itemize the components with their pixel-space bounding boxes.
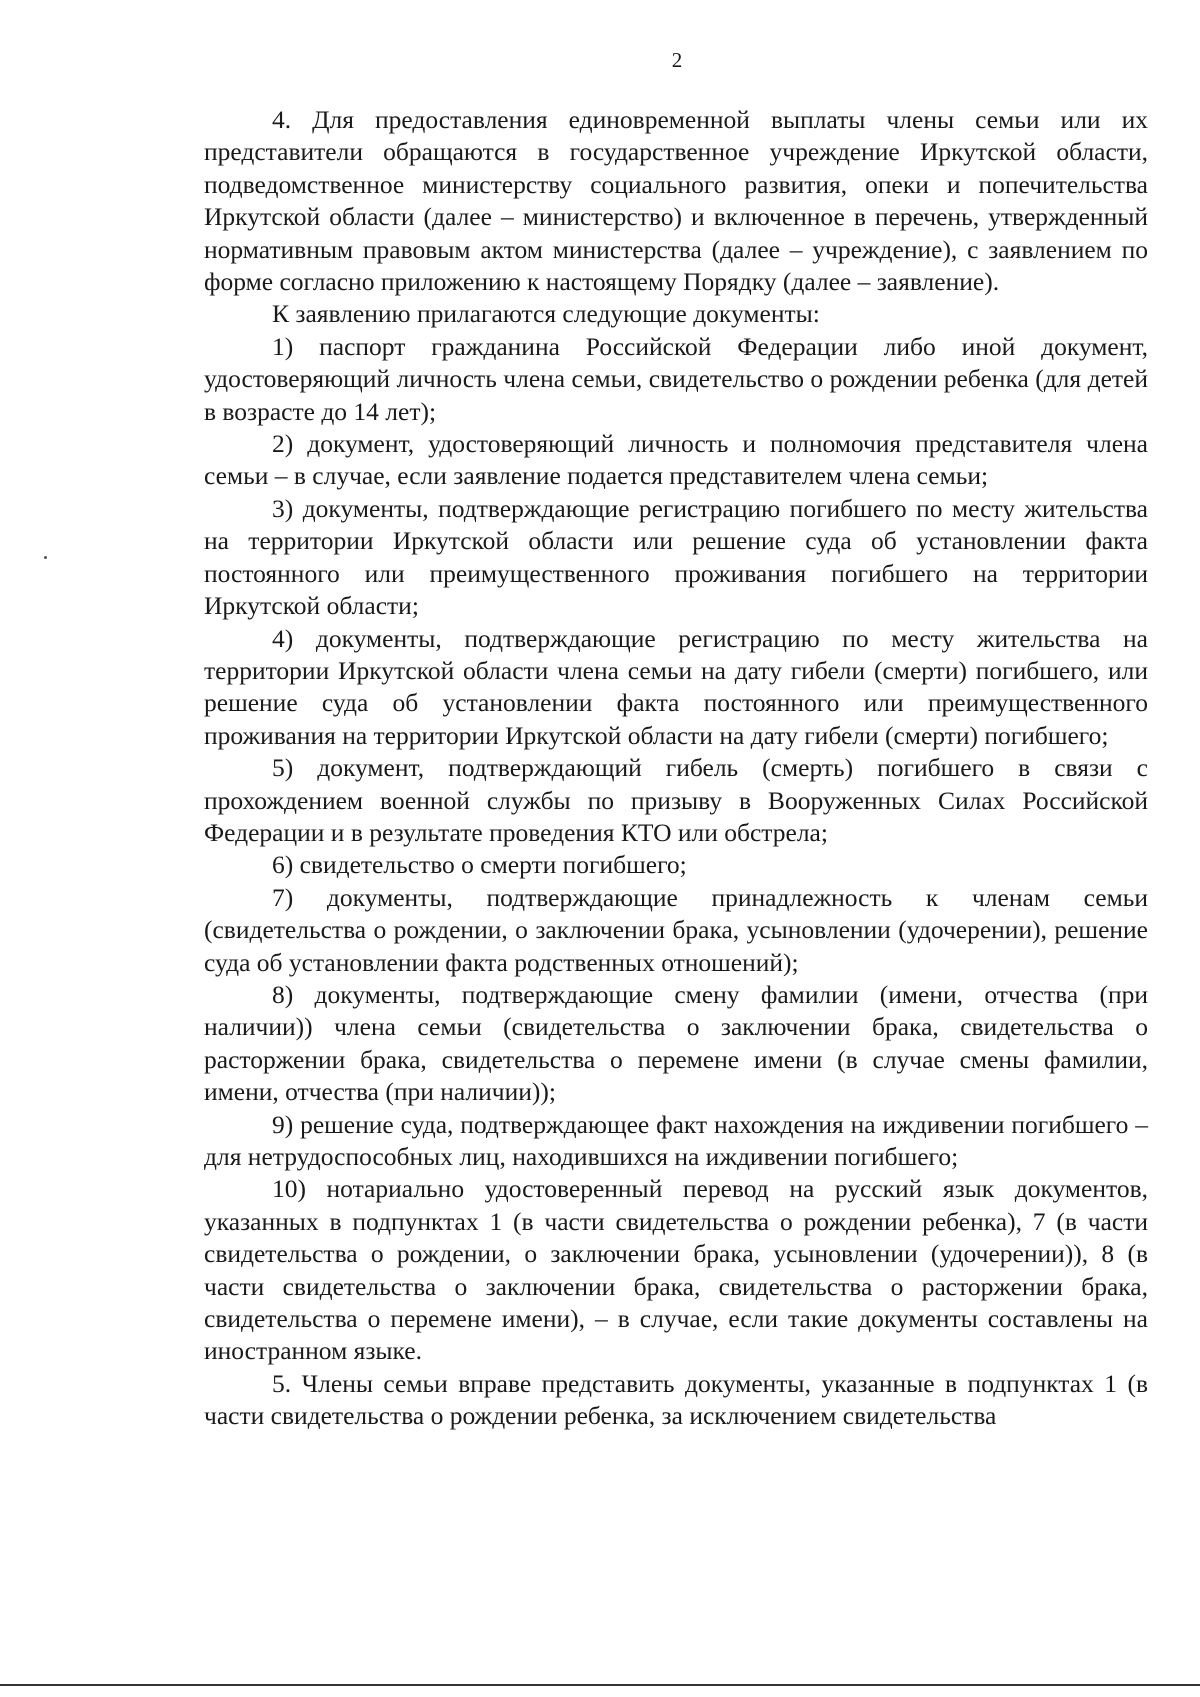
document-body (204, 104, 1148, 1433)
page-number: 2 (671, 48, 683, 72)
list-item-2: 2) документ, удостоверяющий личность и полномочия представителя члена семьи – в случае, если заявление подается представителем члена семьи; (204, 429, 1148, 491)
scan-speck (44, 556, 47, 559)
paragraph-attachments-intro: К заявлению прилагаются следующие документы: (272, 299, 820, 329)
scan-bottom-edge (0, 1684, 1200, 1686)
list-item-3: 3) документы, подтверждающие регистрацию погибшего по месту жительства на территории Иркутской области или решение суда об установлении факта постоянного или преимущественного проживания погибшего на территории Иркутской области; (204, 493, 1148, 621)
list-item-1: 1) паспорт гражданина Российской Федерации либо иной документ, удостоверяющий личность члена семьи, свидетельство о рождении ребенка (для детей в возрасте до 14 лет); (204, 331, 1148, 426)
list-item-6: 6) свидетельство о смерти погибшего; (272, 850, 687, 880)
paragraph-item-4: 4. Для предоставления единовременной выплаты члены семьи или их представители обращаются в государственное учреждение Иркутской области, подведомственное министерству социального развития, опеки и попечительства Иркутской области (далее – министерство) и включенное в перечень, утвержденный нормативным правовым актом министерства (далее – учреждение), с заявлением по форме согласно приложению к настоящему Порядку (далее – заявление). (204, 105, 1148, 297)
list-item-10: 10) нотариально удостоверенный перевод на русский язык документов, указанных в подпунктах 1 (в части свидетельства о рождении ребенка), 7 (в части свидетельства о рождении, о заключении брака, усыновлении (удочерении)), 8 (в части свидетельства о заключении брака, свидетельства о расторжении брака, свидетельства о перемене имени), – в случае, если такие документы составлены на иностранном языке. (204, 1174, 1148, 1366)
list-item-8: 8) документы, подтверждающие смену фамилии (имени, отчества (при наличии)) члена семьи (свидетельства о заключении брака, свидетельства о расторжении брака, свидетельства о перемене имени (в случае смены фамилии, имени, отчества (при наличии)); (204, 979, 1148, 1107)
list-item-9: 9) решение суда, подтверждающее факт нахождения на иждивении погибшего – для нетрудоспособных лиц, находившихся на иждивении погибшего; (204, 1109, 1148, 1171)
list-item-7: 7) документы, подтверждающие принадлежность к членам семьи (свидетельства о рождении, о заключении брака, усыновлении (удочерении), решение суда об установлении факта родственных отношений); (204, 882, 1148, 977)
list-item-4: 4) документы, подтверждающие регистрацию по месту жительства на территории Иркутской области члена семьи на дату гибели (смерти) погибшего, или решение суда об установлении факта постоянного или преимущественного проживания на территории Иркутской области на дату гибели (смерти) погибшего; (204, 623, 1148, 750)
paragraph-item-5: 5. Члены семьи вправе представить документы, указанные в подпунктах 1 (в части свидетельства о рождении ребенка, за исключением свидетельства (204, 1368, 1148, 1431)
list-item-5: 5) документ, подтверждающий гибель (смерть) погибшего в связи с прохождением военной службы по призыву в Вооруженных Силах Российской Федерации и в результате проведения КТО или обстрела; (204, 753, 1148, 847)
